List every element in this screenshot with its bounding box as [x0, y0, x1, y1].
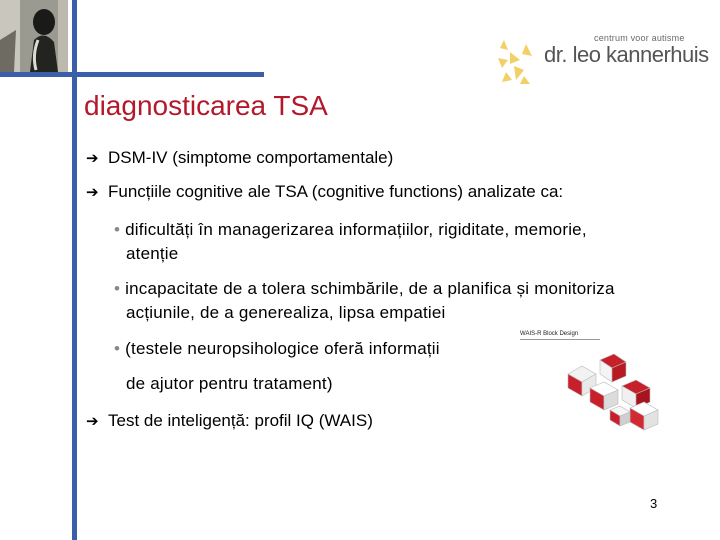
horizontal-accent-bar [0, 72, 264, 77]
sub-bullet-continuation: acțiunile, de a generealiza, lipsa empatiei [126, 303, 446, 322]
sub-bullet-text: (testele neuropsihologice oferă informații [125, 339, 440, 358]
right-arrow-icon: ➔ [86, 184, 99, 201]
bullet-text: DSM-IV (simptome comportamentale) [108, 148, 394, 167]
bullet-item [86, 147, 393, 169]
dot-icon: • [114, 339, 121, 358]
bullet-text: Test de inteligență: profil IQ (WAIS) [108, 411, 373, 430]
sub-bullet-item [114, 278, 615, 300]
footer-divider [80, 472, 720, 473]
right-arrow-icon: ➔ [86, 413, 99, 430]
bullet-item [86, 410, 373, 432]
right-arrow-icon: ➔ [86, 150, 99, 167]
logo-tagline: centrum voor autisme [594, 33, 685, 43]
sub-bullet-text: dificultăți în managerizarea informațiilor, rigiditate, memorie, [125, 220, 587, 239]
image-caption: WAIS-R Block Design [520, 331, 600, 340]
block-design-image [560, 352, 664, 432]
dot-icon: • [114, 279, 121, 298]
dot-icon: • [114, 220, 121, 239]
bullet-item [86, 181, 563, 203]
logo-star-icon [496, 36, 546, 86]
sub-bullet-continuation: de ajutor pentru tratament) [126, 374, 333, 393]
sub-bullet-continuation: atenție [126, 244, 179, 263]
vertical-accent-bar [72, 0, 77, 540]
sub-bullet-item [114, 338, 440, 360]
sub-bullet-item [114, 219, 587, 241]
sub-bullet-text: incapacitate de a tolera schimbările, de a planifica și monitoriza [125, 279, 615, 298]
page-number: 3 [650, 496, 658, 511]
bullet-text: Funcțiile cognitive ale TSA (cognitive functions) analizate ca: [108, 182, 564, 201]
header-photo [0, 0, 68, 72]
slide-title: diagnosticarea TSA [84, 90, 328, 121]
logo-name: dr. leo kannerhuis [544, 42, 709, 67]
